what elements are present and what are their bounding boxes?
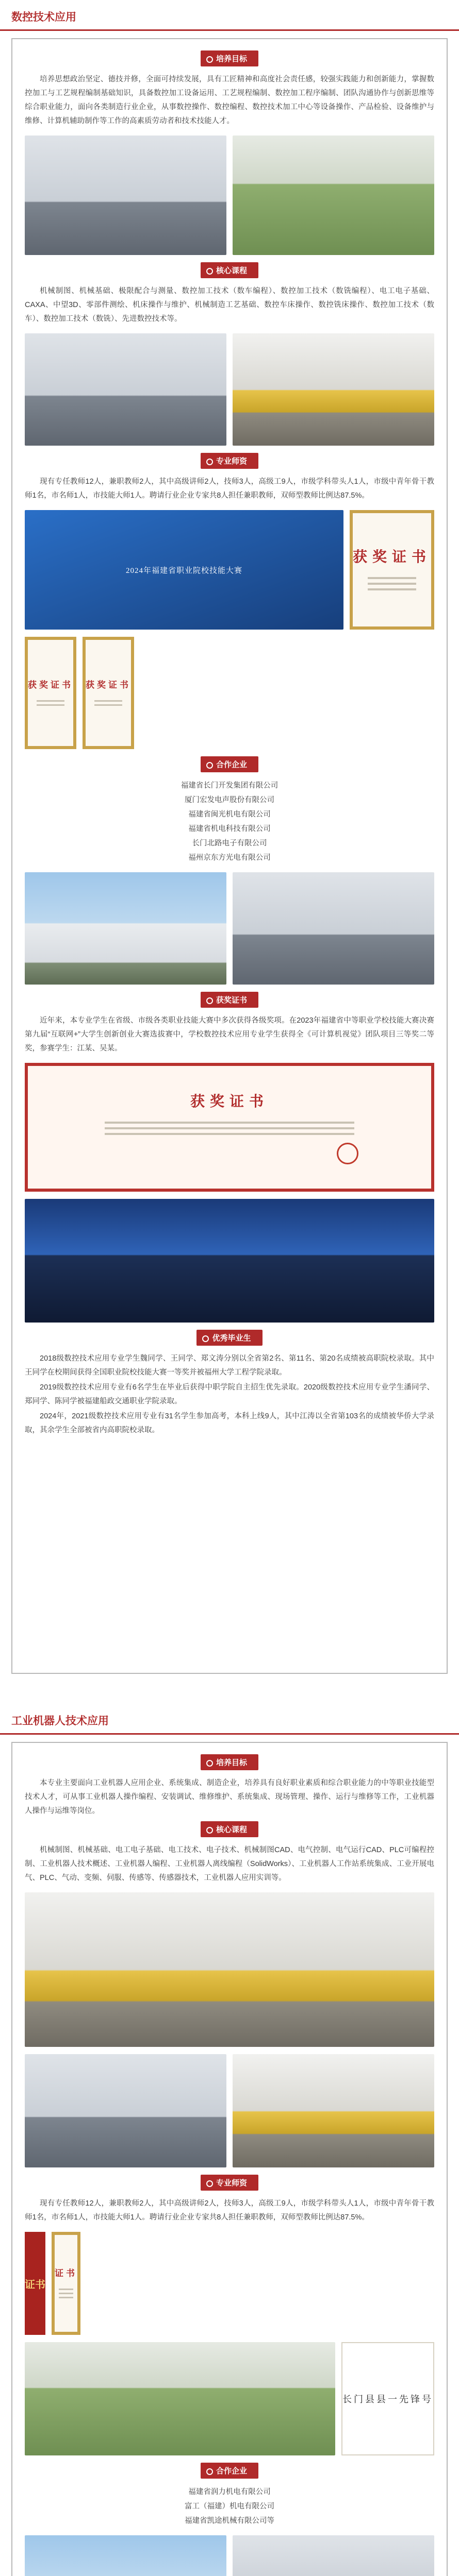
partner-item: 福建省机电科技有限公司 [188,825,271,833]
graduate-text-1: 2018级数控技术应用专业学生魏同学、王同学、郑文涛分别以全省第2名、第11名、第20名成绩被高职院校录取。其中王同学在校期间获得全国职业院校技能大赛一等奖并被福州大学工程学院录取。 [25,1354,434,1377]
certificate-small-2 [83,637,134,749]
honors-text: 近年来，本专业学生在省级、市级各类职业技能大赛中多次获得各级奖项。在2023年福建省中等职业学校技能大赛决赛第九届“互联网+”大学生创新创业大赛选拔赛中，学校数控技术应用专业学生获得全《可计算机视觉》团队项目三等奖二等奖，参赛学生：江某、吴某。 [25,1016,434,1053]
certificate-title: 证书 [55,2268,77,2278]
core-courses-text: 机械制图、机械基础、极限配合与测量、数控加工技术（数车编程）、数控加工技术（数铣编程）、电工电子基础、CAXA、中望3D、零部件测绘、机床操作与维护、机械制造工艺基础、数控车床操作、数控铣床操作、数控加工技术（数车）、数控加工技术（数铣）、先进数控技术等。 [25,287,434,323]
photo-robot-training-2 [233,2054,434,2167]
banner-text: 2024年福建省职业院校技能大赛 [125,566,242,575]
tag-partners: 合作企业 [201,2463,258,2479]
certificate-large [25,1063,434,1192]
faculty-text: 现有专任教师12人，兼职教师2人，其中高级讲师2人，技师3人，高级工9人，市级学科带头人1人，市级中青年骨干教师1名，市名师1人，市技能大师1人。聘请行业企业专家共8人担任兼职教师，双师型教师比例达87.5%。 [25,2199,434,2222]
certificate-small-1 [25,637,76,749]
partner-item: 长门北路电子有限公司 [192,839,267,848]
plaque-red [25,2232,45,2335]
tag-training-goal: 培养目标 [201,50,258,66]
plaque-text: 长门县县一先锋号 [342,2394,433,2404]
photo-student-machine [233,135,434,255]
section-frame-robotics [11,1742,448,2576]
tag-core-courses: 核心课程 [201,262,258,278]
partner-list [25,2485,434,2528]
tag-faculty: 专业师资 [201,453,258,469]
goal-text: 本专业主要面向工业机器人应用企业、系统集成、制造企业，培养具有良好职业素质和综合职业能力的中等职业技能型技术人才，可从事工业机器人操作编程、安装调试、维修维护、系统集成、现场管理、操作、运行与维修等工作，工业机器人操作与运维等岗位。 [25,1779,434,1815]
section-frame-cnc [11,38,448,1674]
seal-icon [337,1143,358,1164]
section-header-robotics [0,1704,459,1735]
goal-text: 培养思想政治坚定、德技并修，全面可持续发展，具有工匠精神和高度社会责任感，较强实践能力和创新能力，掌握数控加工与工艺规程编制基础知识，具备数控加工设备运用、工艺规程编制、数控加工程序编制、团队沟通协作与创新思维等综合职业能力，面向各类制造行业企业，从事数控操作、数控编程、数控技术加工中心等设备操作、产品检验、设备维护与维修、计算机辅助制作等工作的高素质劳动者和技术技能人才。 [25,75,434,125]
section-title: 工业机器人技术应用 [11,1715,109,1727]
core-courses-text: 机械制图、机械基础、电工电子基础、电工技术、电子技术、机械制图CAD、电气控制、电气运行CAD、PLC可编程控制、工业机器人技术概述、工业机器人编程、工业机器人离线编程（SolidWorks）、工业机器人工作站系统集成、工业开展电气、PLC、气动、变频、伺服、传感等、传感器技术，工业机器人应用实训等。 [25,1846,434,1882]
partner-list [25,778,434,865]
partner-item: 福建省长门开发集团有限公司 [181,782,278,790]
certificate-title: 获奖证书 [28,680,73,690]
certificate-title: 获奖证书 [352,549,431,565]
certificate-title: 获奖证书 [86,680,131,690]
tag-graduates: 优秀毕业生 [196,1330,262,1346]
photo-cnc-lab [25,135,226,255]
partner-item: 福州京东方光电有限公司 [188,854,271,862]
photo-robot-arm [25,1892,434,2047]
photo-robot-training-1 [25,2054,226,2167]
section-header-cnc [0,0,459,31]
tag-partners: 合作企业 [201,756,258,772]
certificate-title: 获奖证书 [190,1094,269,1110]
photo-signing-ceremony [233,2535,434,2576]
partner-item: 福建省润力机电有限公司 [188,2488,271,2496]
photo-classroom [25,333,226,446]
photo-company-building [25,872,226,985]
photo-competition-banner [25,510,343,630]
tag-training-goal: 培养目标 [201,1754,258,1770]
graduate-text-2: 2019级数控技术应用专业有6名学生在毕业后获得中职学院自主招生优先录取。2020级数控技术应用专业学生潘同学、郑同学、陈同学被福建船政交通职业学院录取。 [25,1383,434,1405]
plaque-honor [341,2342,434,2455]
partner-item: 富工（福建）机电有限公司 [185,2502,274,2511]
section-title: 数控技术应用 [11,11,76,23]
tag-core-courses: 核心课程 [201,1821,258,1837]
photo-workshop [233,333,434,446]
tag-faculty: 专业师资 [201,2175,258,2191]
partner-item: 福建省凯途机械有限公司等 [185,2517,274,2525]
partner-item: 福建省闽光机电有限公司 [188,810,271,819]
faculty-text: 现有专任教师12人，兼职教师2人，其中高级讲师2人，技师3人，高级工9人，市级学科带头人1人，市级中青年骨干教师1名，市名师1人，市技能大师1人。聘请行业企业专家共8人担任兼职教师，双师型教师比例达87.5%。 [25,478,434,500]
tag-honors: 获奖证书 [201,992,258,1008]
photo-teachers-group [25,2342,335,2455]
certificate-award [350,510,434,630]
photo-factory-floor [233,872,434,985]
graduate-text-3: 2024年，2021级数控技术应用专业有31名学生参加高考，本科上线9人，其中江涛以全省第103名的成绩被华侨大学录取，其余学生全部被省内高职院校录取。 [25,1412,434,1434]
photo-partner-visit [25,2535,226,2576]
certificate-robotics-1 [52,2232,80,2335]
photo-award-stage [25,1199,434,1323]
partner-item: 厦门宏发电声股份有限公司 [185,796,274,804]
plaque-label: 证书 [25,2279,45,2291]
